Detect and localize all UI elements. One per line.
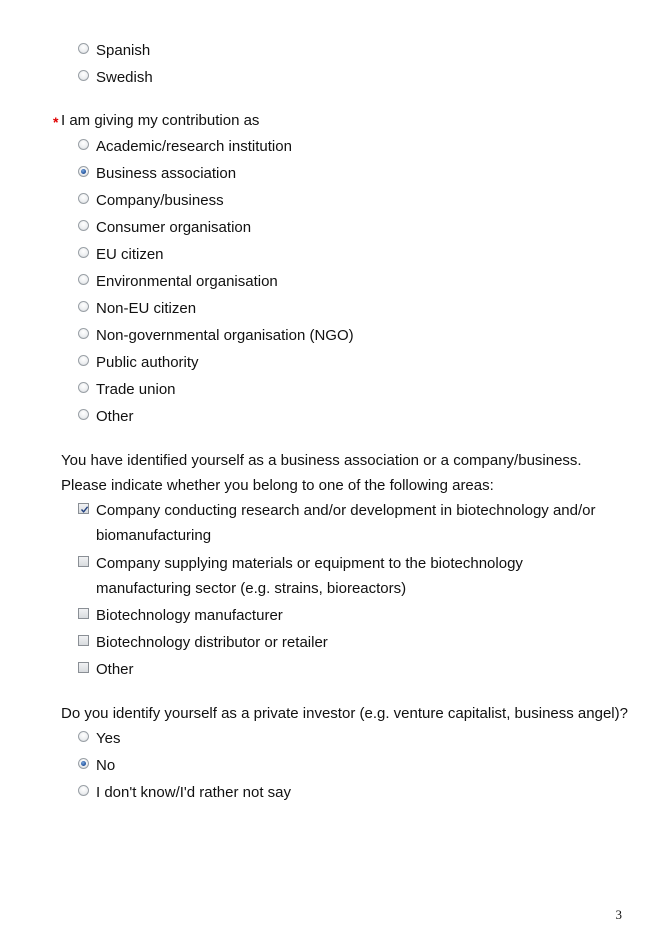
option-label: Consumer organisation bbox=[96, 219, 252, 236]
checkbox[interactable] bbox=[78, 608, 89, 619]
radio-button[interactable] bbox=[78, 409, 89, 420]
option-label: Yes bbox=[96, 730, 121, 747]
radio-button[interactable] bbox=[78, 193, 89, 204]
option-label: Company conducting research and/or development in biotechnology and/or biomanufacturing bbox=[96, 502, 596, 544]
required-asterisk: * bbox=[53, 114, 59, 130]
option-label: Company/business bbox=[96, 192, 224, 209]
option-label: Other bbox=[96, 661, 134, 678]
radio-button-selected[interactable] bbox=[78, 166, 89, 177]
option-label: Swedish bbox=[96, 69, 153, 86]
option-label: Non-governmental organisation (NGO) bbox=[96, 327, 354, 344]
checkbox[interactable] bbox=[78, 556, 89, 567]
option-label: Public authority bbox=[96, 354, 199, 371]
option-label: Environmental organisation bbox=[96, 273, 278, 290]
option-label: Company supplying materials or equipment to the biotechnology manufacturing sector (e.g. strains, bioreactors) bbox=[96, 555, 523, 597]
option-label: I don't know/I'd rather not say bbox=[96, 784, 291, 801]
investor-question: Do you identify yourself as a private investor (e.g. venture capitalist, business angel)? bbox=[61, 705, 628, 722]
checkbox-checked[interactable] bbox=[78, 503, 89, 514]
radio-button[interactable] bbox=[78, 301, 89, 312]
option-label: Business association bbox=[96, 165, 237, 182]
option-label: Biotechnology distributor or retailer bbox=[96, 634, 328, 651]
radio-button[interactable] bbox=[78, 382, 89, 393]
radio-button[interactable] bbox=[78, 70, 89, 81]
option-label: Trade union bbox=[96, 381, 176, 398]
radio-button[interactable] bbox=[78, 785, 89, 796]
radio-button[interactable] bbox=[78, 274, 89, 285]
business-area-question: Please indicate whether you belong to one of the following areas: bbox=[61, 477, 494, 494]
radio-button[interactable] bbox=[78, 247, 89, 258]
radio-button[interactable] bbox=[78, 731, 89, 742]
radio-button[interactable] bbox=[78, 355, 89, 366]
radio-button[interactable] bbox=[78, 43, 89, 54]
page-number: 3 bbox=[615, 907, 622, 922]
option-label: Spanish bbox=[96, 42, 151, 59]
checkbox[interactable] bbox=[78, 635, 89, 646]
radio-button[interactable] bbox=[78, 328, 89, 339]
radio-button[interactable] bbox=[78, 139, 89, 150]
option-label: Academic/research institution bbox=[96, 138, 292, 155]
checkbox[interactable] bbox=[78, 662, 89, 673]
radio-button-selected[interactable] bbox=[78, 758, 89, 769]
business-area-intro: You have identified yourself as a business association or a company/business. bbox=[61, 452, 582, 469]
contribution-question: I am giving my contribution as bbox=[61, 112, 260, 129]
option-label: No bbox=[96, 757, 116, 774]
radio-button[interactable] bbox=[78, 220, 89, 231]
option-label: Non-EU citizen bbox=[96, 300, 197, 317]
option-label: EU citizen bbox=[96, 246, 164, 263]
option-label: Other bbox=[96, 408, 134, 425]
option-label: Biotechnology manufacturer bbox=[96, 607, 283, 624]
checkmark-icon bbox=[79, 504, 90, 515]
